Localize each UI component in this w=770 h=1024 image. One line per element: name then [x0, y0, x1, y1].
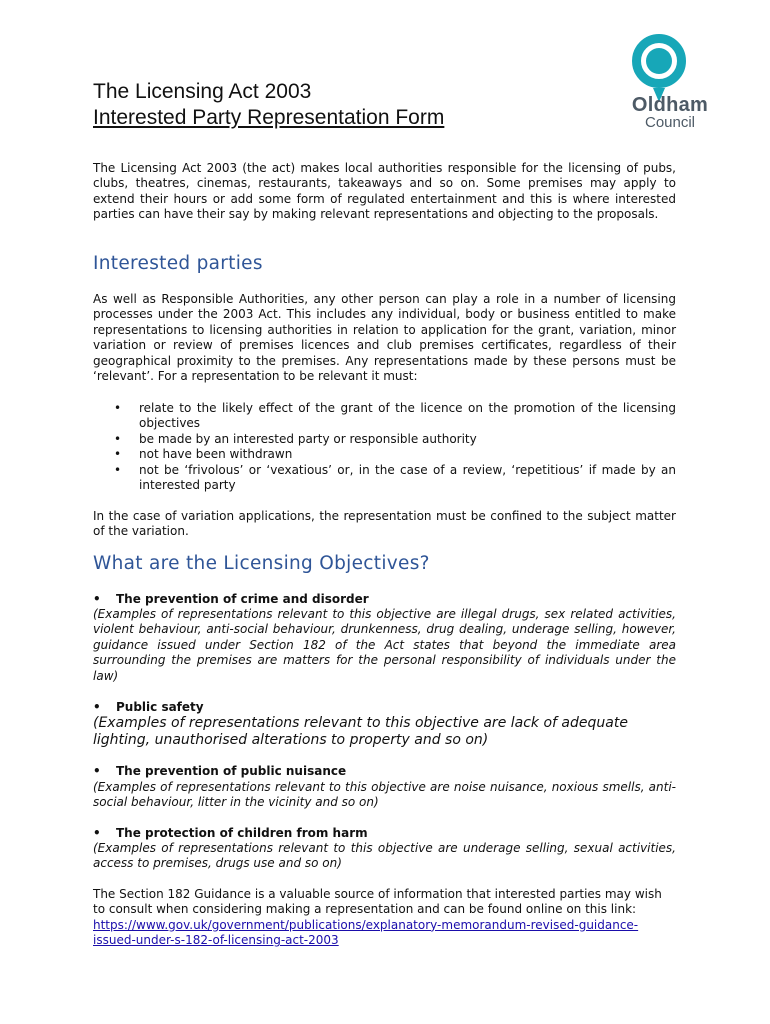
objective-description: (Examples of representations relevant to this objective are underage selling, sexual activities, access to premises, drugs use and so on): [93, 841, 676, 871]
objective-title: • Public safety: [93, 700, 204, 714]
guidance-paragraph: [93, 887, 676, 949]
intro-paragraph: The Licensing Act 2003 (the act) makes local authorities responsible for the licensing of pubs, clubs, theatres, cinemas, restaurants, takeaways and so on. Some premises may apply to extend their hours or add some form of regulated entertainment and this is where interested parties can have their say by making relevant representations and objecting to the proposals.: [93, 161, 676, 222]
objective-title: • The prevention of crime and disorder: [93, 592, 369, 606]
objective-title: • The protection of children from harm: [93, 826, 368, 840]
interested-parties-heading: Interested parties: [93, 253, 263, 274]
list-item: • be made by an interested party or responsible authority: [93, 432, 676, 447]
objective-description: (Examples of representations relevant to this objective are lack of adequate lighting, unauthorised alterations to property and so on): [93, 715, 628, 748]
logo-name: Oldham: [631, 94, 709, 116]
objectives-heading: What are the Licensing Objectives?: [93, 553, 430, 574]
guidance-text: The Section 182 Guidance is a valuable source of information that interested parties may wish to consult when considering making a representation and can be found online on this link:: [93, 887, 662, 917]
list-item: • not be ‘frivolous’ or ‘vexatious’ or, in the case of a review, ‘repetitious’ if made by an interested party: [93, 463, 676, 494]
oldham-council-logo: [620, 30, 730, 140]
relevance-list: [93, 401, 676, 493]
objective-description: (Examples of representations relevant to this objective are noise nuisance, noxious smells, anti-social behaviour, litter in the vicinity and so on): [93, 780, 676, 810]
objective-title: • The prevention of public nuisance: [93, 764, 347, 778]
objective-description: (Examples of representations relevant to this objective are illegal drugs, sex related activities, violent behaviour, anti-social behaviour, drunkenness, drug dealing, underage selling, however, guidance issued under Section 182 of the Act states that beyond the immediate area surrounding the premises are matters for the personal responsibility of individuals under the law): [93, 607, 676, 683]
logo-subtitle: Council: [644, 114, 696, 131]
list-item: • relate to the likely effect of the grant of the licence on the promotion of the licensing objectives: [93, 401, 676, 432]
title-line-2: Interested Party Representation Form: [93, 106, 445, 129]
logo-dot-icon: [646, 48, 672, 74]
bullet-icon: •: [93, 826, 101, 840]
title-line-1: The Licensing Act 2003: [93, 80, 312, 103]
list-item: • not have been withdrawn: [93, 447, 676, 462]
guidance-link[interactable]: https://www.gov.uk/government/publications/explanatory-memorandum-revised-guidance-issued-under-s-182-of-licensing-act-2003: [93, 917, 639, 948]
document-title: [93, 79, 444, 131]
interested-parties-paragraph: As well as Responsible Authorities, any other person can play a role in a number of licensing processes under the 2003 Act. This includes any individual, body or business entitled to make representations to licensing authorities in relation to application for the grant, variation, minor variation or review of premises licences and club premises certificates, regardless of their geographical proximity to the premises. Any representations made by these persons must be ‘relevant’. For a representation to be relevant it must:: [93, 292, 676, 384]
bullet-icon: •: [93, 592, 101, 606]
variation-paragraph: In the case of variation applications, the representation must be confined to the subject matter of the variation.: [93, 509, 676, 539]
bullet-icon: •: [93, 764, 101, 778]
bullet-icon: •: [93, 700, 101, 714]
